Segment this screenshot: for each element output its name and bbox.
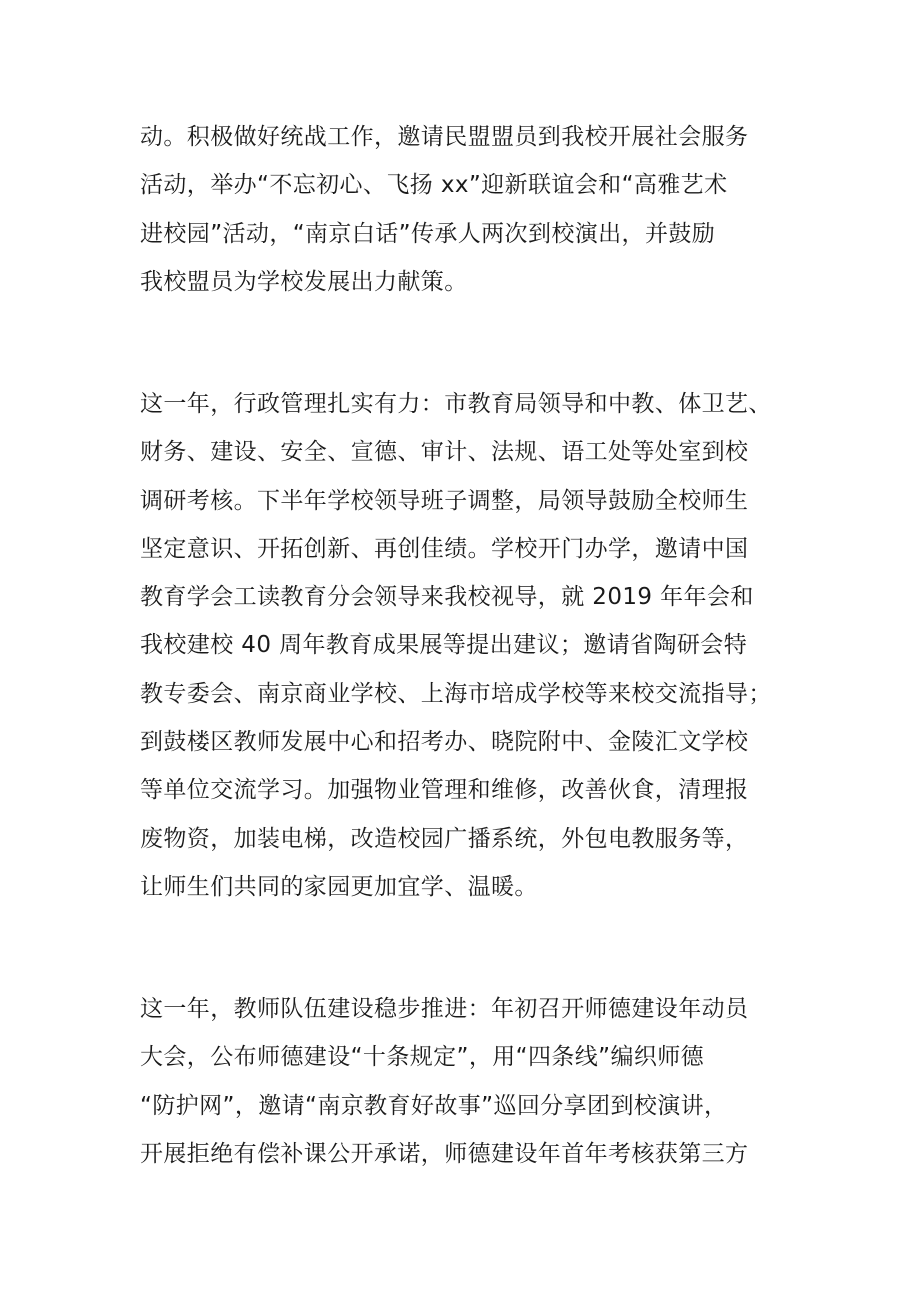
text-line: 教育学会工读教育分会领导来我校视导，就 2019 年年会和 [140,584,754,611]
text-line: 我校盟员为学校发展出力献策。 [140,268,468,295]
text-line: 我校建校 40 周年教育成果展等提出建议；邀请省陶研会特 [140,632,748,659]
paragraph-teacher-team [140,985,780,1178]
text-line: 这一年，教师队伍建设稳步推进：年初召开师德建设年动员 [140,996,749,1022]
text-line: 财务、建设、安全、宣德、审计、法规、语工处等处室到校 [140,439,749,466]
text-line: 调研考核。下半年学校领导班子调整，局领导鼓励全校师生 [140,487,749,514]
text-line: 教专委会、南京商业学校、上海市培成学校等来校交流指导； [140,680,772,707]
text-line: 开展拒绝有偿补课公开承诺，师德建设年首年考核获第三方 [140,1140,749,1167]
paragraph-united-front [140,113,780,306]
text-line: 大会，公布师德建设“十条规定”，用“四条线”编织师德 [140,1044,705,1071]
text-line: “防护网”，邀请“南京教育好故事”巡回分享团到校演讲， [140,1092,728,1119]
text-line: 动。积极做好统战工作，邀请民盟盟员到我校开展社会服务 [140,124,749,150]
paragraph-administration [140,380,780,911]
text-line: 让师生们共同的家园更加宜学、温暖。 [140,873,538,900]
text-line: 到鼓楼区教师发展中心和招考办、晓院附中、金陵汇文学校 [140,729,749,756]
text-line: 进校园”活动，“南京白话”传承人两次到校演出，并鼓励 [140,220,716,247]
text-line: 坚定意识、开拓创新、再创佳绩。学校开门办学，邀请中国 [140,535,749,562]
text-line: 废物资，加装电梯，改造校园广播系统，外包电教服务等， [140,825,749,852]
text-line: 这一年，行政管理扎实有力：市教育局领导和中教、体卫艺、 [140,391,772,417]
text-line: 活动，举办“不忘初心、飞扬 xx”迎新联谊会和“高雅艺术 [140,172,728,199]
text-line: 等单位交流学习。加强物业管理和维修，改善伙食，清理报 [140,777,749,804]
